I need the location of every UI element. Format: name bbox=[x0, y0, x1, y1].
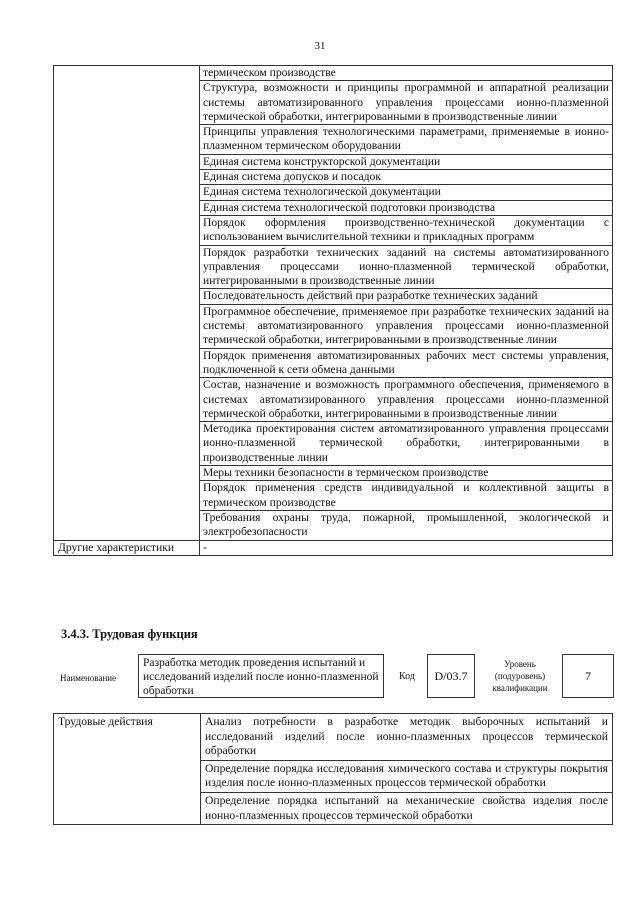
table-cell: Требования охраны труда, пожарной, промышленной, экологической и электробезопасности bbox=[200, 510, 613, 540]
table-cell: Порядок применения средств индивидуальной и коллективной защиты в термическом производстве bbox=[200, 481, 613, 511]
name-label: Наименование bbox=[60, 673, 117, 683]
code-field: D/03.7 bbox=[427, 654, 475, 698]
table-row bbox=[54, 66, 613, 81]
table-cell: Состав, назначение и возможность программного обеспечения, применяемого в системах автоматизированного управления процессами ионно-плазменной термической обработки, интегрированными в производственные линии bbox=[200, 378, 613, 422]
function-name-field: Разработка методик проведения испытаний и исследований изделий после ионно-плазменной обработки bbox=[138, 654, 384, 698]
table-row bbox=[54, 714, 613, 761]
table-cell: Определение порядка исследования химического состава и структуры покрытия изделия после ионно-плазменных процессов термической обработки bbox=[201, 760, 613, 792]
table-row bbox=[54, 540, 613, 555]
page-number: 31 bbox=[314, 40, 326, 52]
other-characteristics-label: Другие характеристики bbox=[54, 540, 200, 555]
other-characteristics-value: - bbox=[200, 540, 613, 555]
labor-actions-label: Трудовые действия bbox=[54, 714, 201, 825]
table-cell: Определение порядка испытаний на механические свойства изделия после ионно-плазменных процессов термической обработки bbox=[201, 792, 613, 824]
row-header-cell bbox=[54, 66, 200, 541]
table-cell: Программное обеспечение, применяемое при разработке технических заданий на системы автоматизированного управления процессами ионно-плазменной термической обработки, интегрированными в производственные линии bbox=[200, 304, 613, 348]
table-cell: Структура, возможности и принципы программной и аппаратной реализации системы автоматизированного управления процессами ионно-плазменной термической обработки, интегрированными в производственные линии bbox=[200, 81, 613, 125]
function-header bbox=[56, 654, 616, 702]
code-label: Код bbox=[399, 671, 415, 682]
table-cell: Методика проектирования систем автоматизированного управления процессами ионно-плазменной термической обработки, интегрированными в производственные линии bbox=[200, 422, 613, 466]
table-cell: термическом производстве bbox=[200, 66, 613, 81]
required-knowledge-table bbox=[53, 65, 613, 556]
table-cell: Меры техники безопасности в термическом производстве bbox=[200, 466, 613, 481]
section-title: 3.4.3. Трудовая функция bbox=[61, 627, 198, 641]
level-label: Уровень (подуровень) квалификации bbox=[492, 659, 548, 693]
table-cell: Принципы управления технологическими параметрами, применяемые в ионно-плазменном термическом оборудовании bbox=[200, 125, 613, 155]
table-cell: Анализ потребности в разработке методик выборочных испытаний и исследований изделий после ионно-плазменных процессов термической обработки bbox=[201, 714, 613, 761]
level-field: 7 bbox=[562, 654, 614, 698]
labor-actions-table bbox=[53, 713, 613, 825]
table-cell: Порядок применения автоматизированных рабочих мест системы управления, подключенной к сети обмена данными bbox=[200, 348, 613, 378]
table-cell: Последовательность действий при разработке технических заданий bbox=[200, 289, 613, 304]
table-cell: Порядок оформления производственно-технической документации с использованием вычислительной техники и прикладных программ bbox=[200, 215, 613, 245]
table-cell: Единая система допусков и посадок bbox=[200, 170, 613, 185]
table-cell: Единая система технологической документации bbox=[200, 185, 613, 200]
table-cell: Единая система конструкторской документации bbox=[200, 154, 613, 169]
table-cell: Единая система технологической подготовки производства bbox=[200, 200, 613, 215]
table-cell: Порядок разработки технических заданий на системы автоматизированного управления процессами ионно-плазменной термической обработки, интегрированными в производственные линии bbox=[200, 245, 613, 289]
